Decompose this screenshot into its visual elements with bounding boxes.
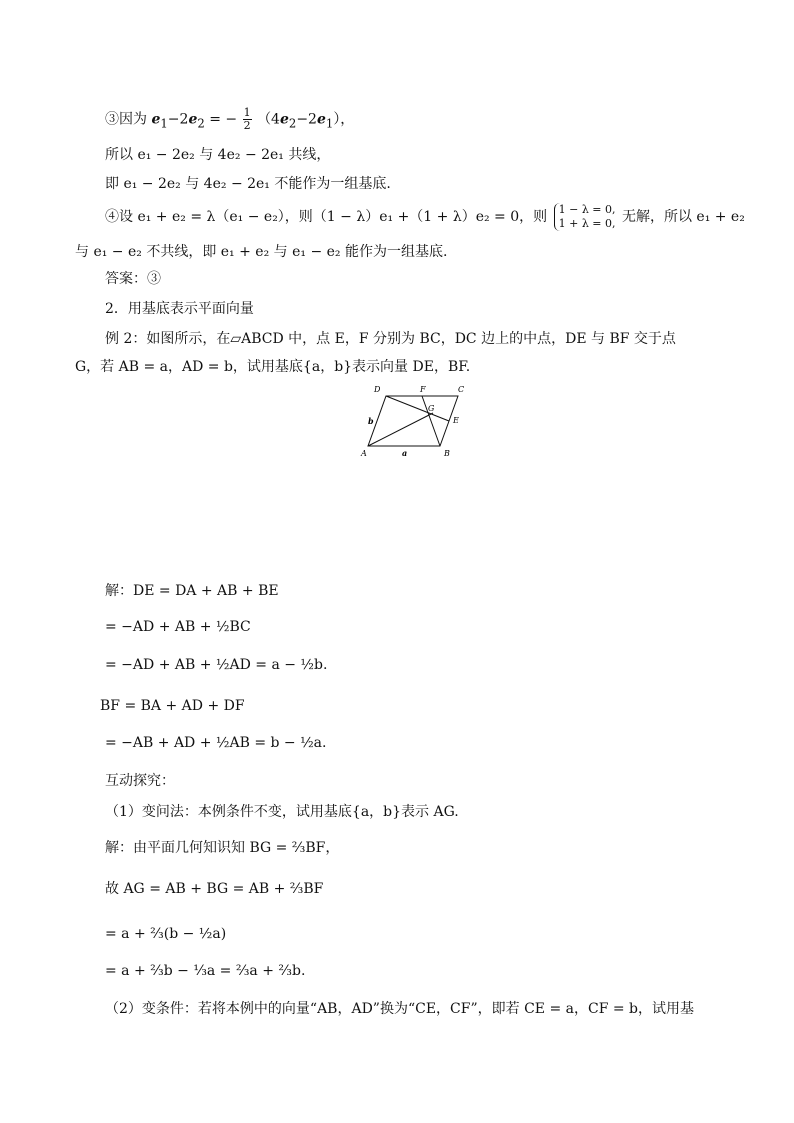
label-vector-b: b	[368, 416, 374, 426]
text-span: 无解，所以 e₁ + e₂	[621, 209, 745, 225]
segment-de	[386, 396, 449, 421]
label-vector-a: a	[402, 448, 408, 458]
text-line-2: 所以 e₁ − 2e₂ 与 4e₂ − 2e₁ 共线，	[105, 147, 331, 163]
variant-2-question: （2）变条件：若将本例中的向量“AB，AD”换为“CE，CF”，即若 CE = a，CF = b，试用基	[105, 1001, 695, 1017]
text-line-1: ③因为 $e_1-2e_2$ = − $\frac{1}{2}$ $(4e_2-2e_1)$，	[105, 106, 355, 132]
solution-line-4: BF = BA + AD + DF	[100, 698, 245, 714]
label-b: B	[444, 449, 450, 458]
figure-svg	[360, 380, 470, 460]
label-f: F	[420, 385, 426, 394]
solution-line-5: = −AB + AD + ½AB = b − ½a.	[105, 735, 327, 751]
explore-heading: 互动探究：	[105, 773, 175, 789]
solution-line-2: = −AD + AB + ½BC	[105, 619, 251, 635]
variant-1-question: （1）变问法：本例条件不变，试用基底{a，b}表示 AG.	[105, 804, 459, 820]
parallelogram-abcd	[368, 396, 458, 446]
text-span: （4	[257, 111, 280, 128]
label-a: A	[361, 449, 367, 458]
text-line-5: 与 e₁ − e₂ 不共线，即 e₁ + e₂ 与 e₁ − e₂ 能作为一组基底.	[75, 244, 448, 260]
variant-1-solution-4: = a + ⅔b − ⅓a = ⅔a + ⅔b.	[105, 963, 306, 979]
fraction: $\frac{1}{2}$	[243, 106, 251, 132]
solution-line-3: = −AD + AB + ½AD = a − ½b.	[105, 657, 328, 673]
label-e: E	[453, 416, 459, 425]
section-title: 2．用基底表示平面向量	[105, 301, 254, 317]
text-span: = −	[204, 111, 238, 128]
variant-1-solution-3: = a + ⅔(b − ½a)	[105, 926, 227, 942]
text-line-3: 即 e₁ − 2e₂ 与 4e₂ − 2e₁ 不能作为一组基底.	[105, 176, 391, 192]
variant-1-solution-1: 解：由平面几何知识知 BG = ⅔BF，	[105, 840, 340, 856]
parallelogram-figure	[360, 380, 470, 460]
text-span: −2	[296, 111, 317, 128]
label-g: G	[428, 404, 435, 413]
label-c: C	[458, 385, 465, 394]
label-d: D	[374, 385, 381, 394]
answer-line: 答案：③	[105, 271, 161, 287]
equation-system: 1 − λ = 0, 1 + λ = 0,	[554, 203, 616, 231]
text-span: ），	[333, 111, 355, 128]
solution-line-1: 解：DE = DA + AB + BE	[105, 583, 279, 599]
text-span: ④设 e₁ + e₂ = λ（e₁ − e₂），则（1 − λ）e₁ +（1 + λ）e₂ = 0，则	[105, 209, 548, 225]
text-span: ③因为	[105, 111, 152, 128]
example-line-1: 例 2：如图所示，在▱ABCD 中，点 E，F 分别为 BC，DC 边上的中点，DE 与 BF 交于点	[105, 331, 676, 347]
variant-1-solution-2: 故 AG = AB + BG = AB + ⅔BF	[105, 881, 324, 897]
example-line-2: G，若 AB = a，AD = b，试用基底{a，b}表示向量 DE，BF.	[75, 359, 471, 375]
text-line-4	[105, 203, 745, 231]
